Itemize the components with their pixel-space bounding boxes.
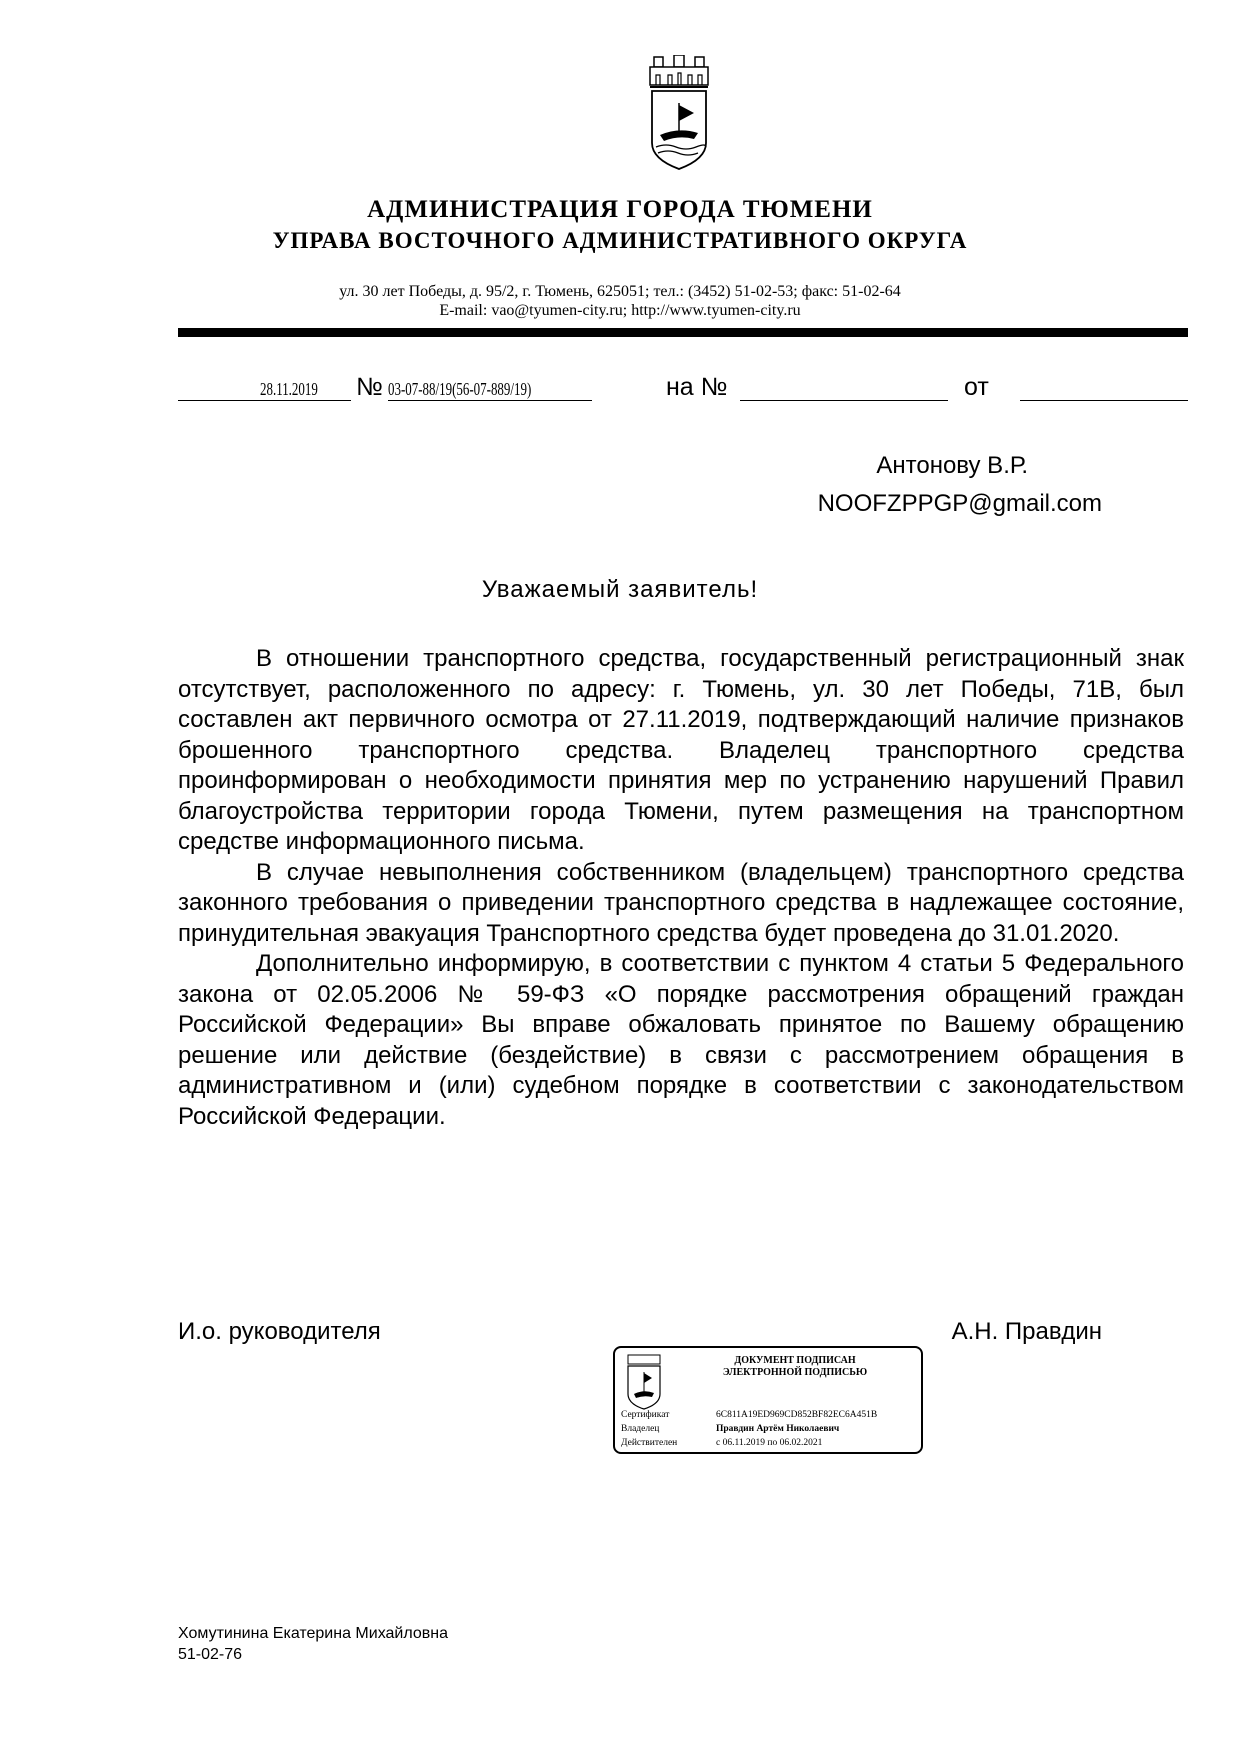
body-paragraph-3: Дополнительно информирую, в соответствии с пунктом 4 статьи 5 Федерального закона от 02.05.2006 № 59-ФЗ «О порядке рассмотрения обращений граждан Российской Федерации» Вы вправе обжаловать принятое по Вашему обращению решение или действие (бездействие) в связи с рассмотрением обращения в административном и (или) судебном порядке в соответствии с законодательством Российской Федерации. bbox=[178, 950, 1184, 1130]
number-field bbox=[388, 372, 592, 401]
letter-body bbox=[178, 644, 1184, 1132]
stamp-cert-label: Сертификат bbox=[621, 1410, 670, 1420]
city-coat-of-arms-icon bbox=[644, 55, 714, 173]
stamp-title-line1: ДОКУМЕНТ ПОДПИСАН bbox=[734, 1355, 856, 1366]
recipient-email: NOOFZPPGP@gmail.com bbox=[817, 490, 1102, 517]
body-paragraph-2: В случае невыполнения собственником (владельцем) транспортного средства законного требования о приведении транспортного средства в надлежащее состояние, принудительная эвакуация Транспортного средства будет проведена до 31.01.2020. bbox=[178, 858, 1184, 947]
executor-name: Хомутинина Екатерина Михайловна bbox=[178, 1625, 448, 1642]
signer-title: И.о. руководителя bbox=[178, 1318, 381, 1345]
greeting: Уважаемый заявитель! bbox=[481, 576, 759, 603]
stamp-valid-value: с 06.11.2019 по 06.02.2021 bbox=[716, 1438, 823, 1448]
stamp-cert-value: 6C811A19ED969CD852BF82EC6A451B bbox=[716, 1410, 878, 1420]
reply-number-field bbox=[740, 372, 948, 401]
number-label: № bbox=[356, 373, 383, 401]
org-contacts: E-mail: vao@tyumen-city.ru; http://www.tyumen-city.ru bbox=[439, 302, 801, 319]
org-name-line2: УПРАВА ВОСТОЧНОГО АДМИНИСТРАТИВНОГО ОКРУГА bbox=[272, 228, 968, 253]
electronic-signature-stamp bbox=[613, 1346, 923, 1454]
reply-date-field bbox=[1020, 372, 1188, 401]
outgoing-date: 28.11.2019 bbox=[260, 379, 318, 399]
reply-number-label: на № bbox=[666, 373, 728, 401]
outgoing-number: 03-07-88/19(56-07-889/19) bbox=[388, 379, 532, 399]
body-paragraph-1: В отношении транспортного средства, государственный регистрационный знак отсутствует, расположенного по адресу: г. Тюмень, ул. 30 лет Победы, 71В, был составлен акт первичного осмотра от 27.11.2019, подтверждающий наличие признаков брошенного транспортного средства. Владелец транспортного средства проинформирован о необходимости принятия мер по устранению нарушений Правил благоустройства территории города Тюмени, путем размещения на транспортном средстве информационного письма. bbox=[178, 645, 1184, 855]
stamp-coat-of-arms-icon bbox=[625, 1354, 663, 1410]
recipient-name: Антонову В.Р. bbox=[876, 452, 1028, 479]
stamp-owner-value: Правдин Артём Николаевич bbox=[716, 1424, 840, 1434]
executor-phone: 51-02-76 bbox=[178, 1646, 243, 1663]
org-address: ул. 30 лет Победы, д. 95/2, г. Тюмень, 625051; тел.: (3452) 51-02-53; факс: 51-02-64 bbox=[339, 283, 901, 300]
reference-row bbox=[178, 372, 1188, 404]
header-rule bbox=[178, 328, 1188, 337]
date-field bbox=[178, 372, 351, 401]
stamp-valid-label: Действителен bbox=[621, 1438, 678, 1448]
stamp-title bbox=[675, 1355, 915, 1379]
signer-name: А.Н. Правдин bbox=[951, 1318, 1102, 1345]
reply-date-label: от bbox=[964, 373, 989, 401]
stamp-owner-label: Владелец bbox=[621, 1424, 660, 1434]
stamp-title-line2: ЭЛЕКТРОННОЙ ПОДПИСЬЮ bbox=[722, 1367, 868, 1378]
org-name-line1: АДМИНИСТРАЦИЯ ГОРОДА ТЮМЕНИ bbox=[367, 196, 873, 223]
